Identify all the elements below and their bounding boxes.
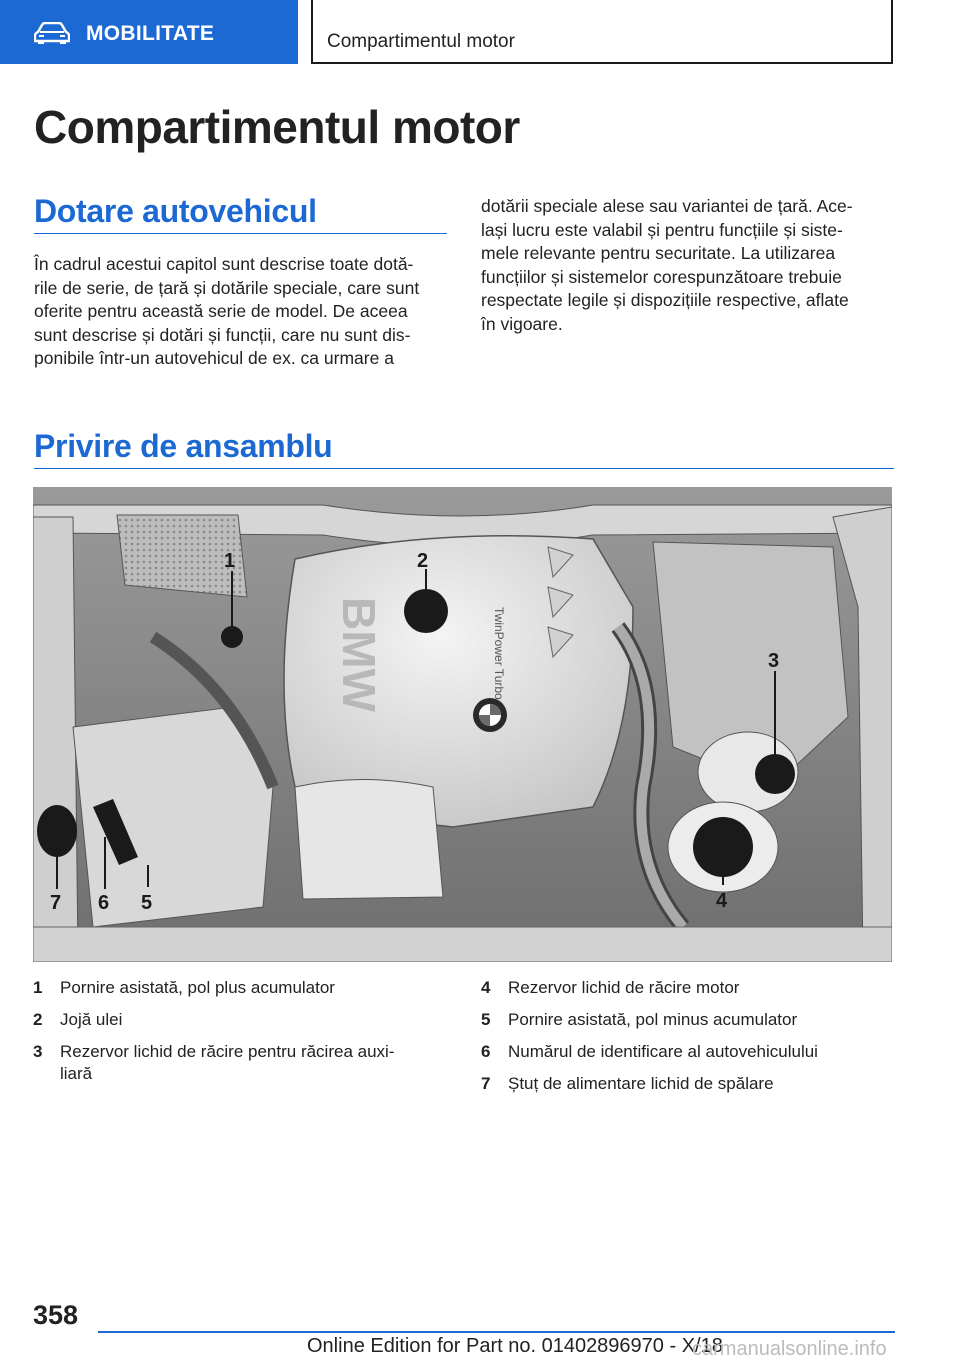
engine-illustration — [33, 487, 892, 962]
intro-paragraph-col1 — [34, 253, 419, 371]
legend-item — [33, 1041, 453, 1085]
legend-text: Jojă ulei — [60, 1010, 123, 1029]
legend-item — [33, 977, 453, 999]
legend-text: Ștuț de alimentare lichid de spălare — [508, 1074, 774, 1093]
intro-paragraph-col2 — [481, 195, 853, 336]
svg-text:TwinPower Turbo: TwinPower Turbo — [492, 607, 506, 700]
callout-label-4: 4 — [716, 890, 728, 912]
callout-label-5: 5 — [141, 892, 153, 914]
text-line: oferite pentru această serie de model. De aceea — [34, 301, 408, 321]
legend-item — [481, 977, 901, 999]
legend-item — [481, 1009, 901, 1031]
legend-number: 1 — [33, 978, 43, 997]
legend-item — [481, 1041, 901, 1063]
legend-item — [33, 1009, 453, 1031]
text-line: mele relevante pentru securitate. La utilizarea — [481, 243, 836, 263]
footer-rule — [98, 1331, 895, 1333]
text-line: respectate legile și dispozițiile respective, aflate — [481, 290, 849, 310]
text-line: În cadrul acestui capitol sunt descrise toate dotă‐ — [34, 254, 414, 274]
legend-number: 4 — [481, 978, 491, 997]
legend-number: 3 — [33, 1042, 43, 1061]
chapter-title: Compartimentul motor — [327, 31, 515, 52]
legend-text: Pornire asistată, pol plus acumulator — [60, 978, 335, 997]
chapter-title-box — [311, 0, 893, 64]
callout-label-3: 3 — [768, 650, 780, 672]
section-rule — [34, 233, 447, 234]
text-line: rile de serie, de țară și dotările speciale, care sunt — [34, 277, 420, 298]
section-tab[interactable] — [0, 0, 298, 64]
legend-number: 6 — [481, 1042, 491, 1061]
text-line: lași lucru este valabil și pentru funcțiile și siste‐ — [481, 219, 843, 240]
callout-label-1: 1 — [224, 550, 236, 572]
text-line: dotării speciale alese sau variantei de țară. Ace‐ — [481, 196, 853, 216]
page-number: 358 — [33, 1300, 79, 1330]
legend-text: Rezervor lichid de răcire pentru răcirea auxi‐ — [60, 1042, 395, 1061]
text-line: funcțiilor și sistemelor corespunzătoare trebuie — [481, 266, 842, 287]
legend-number: 7 — [481, 1074, 491, 1093]
svg-text:BMW: BMW — [333, 597, 385, 712]
page-title: Compartimentul motor — [34, 101, 520, 153]
legend-number: 2 — [33, 1010, 43, 1029]
text-line: sunt descrise și dotări și funcții, care nu sunt dis‐ — [34, 324, 411, 345]
engine-compartment-image — [33, 487, 892, 962]
section-tab-label: MOBILITATE — [86, 22, 215, 45]
text-line: ponibile într-un autovehicul de ex. ca urmare a — [34, 348, 394, 368]
callout-label-2: 2 — [417, 550, 429, 572]
footer-edition: Online Edition for Part no. 01402896970 - X/18 — [307, 1335, 723, 1357]
legend-text: Rezervor lichid de răcire motor — [508, 978, 740, 997]
text-line: în vigoare. — [481, 313, 563, 334]
section-rule — [34, 468, 894, 469]
legend-number: 5 — [481, 1010, 491, 1029]
legend-text: Pornire asistată, pol minus acumulator — [508, 1010, 798, 1029]
callout-label-6: 6 — [98, 892, 110, 914]
section-heading-dotare: Dotare autovehicul — [34, 193, 317, 229]
legend-item — [481, 1073, 901, 1095]
footer-watermark[interactable]: carmanualsonline.info — [692, 1338, 887, 1360]
callout-label-7: 7 — [50, 892, 62, 914]
car-icon — [34, 22, 70, 44]
legend-text: Numărul de identificare al autovehiculului — [508, 1042, 818, 1061]
section-heading-privire: Privire de ansamblu — [34, 428, 333, 464]
legend-text: liară — [60, 1064, 93, 1083]
